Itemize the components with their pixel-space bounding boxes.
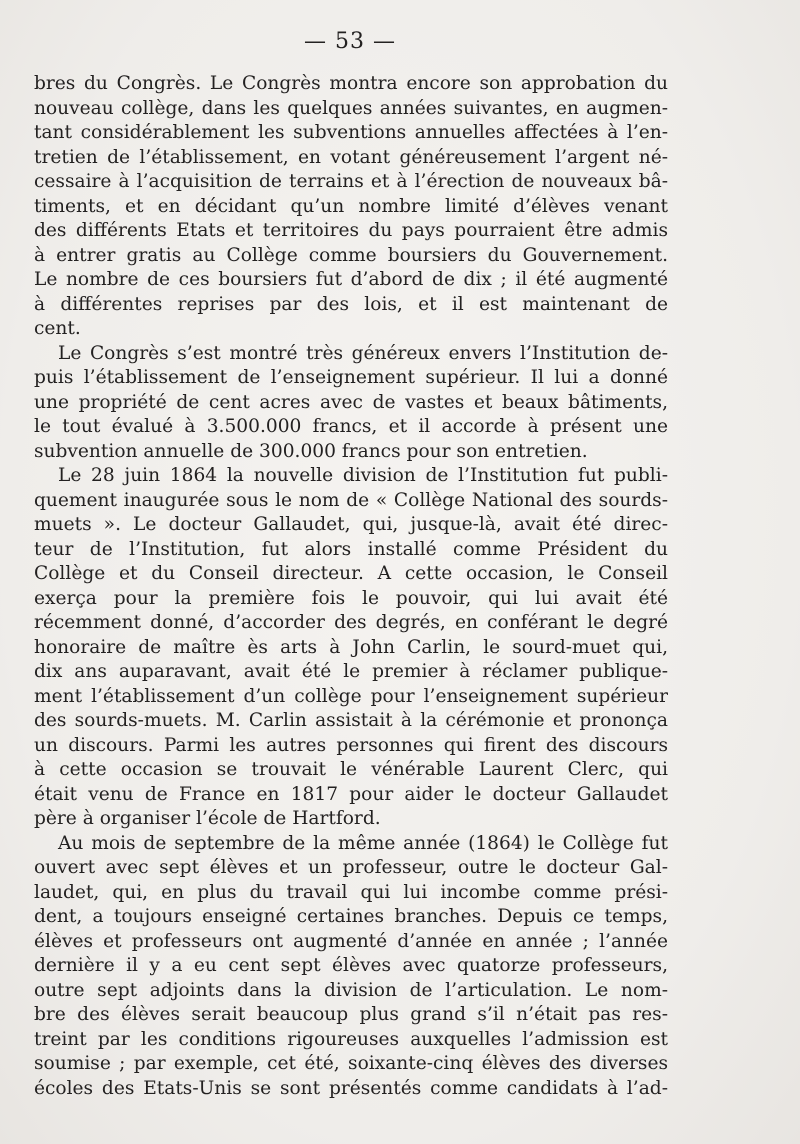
text-line: bres du Congrès. Le Congrès montra encore son approbation du — [34, 73, 668, 94]
text-line: récemment donné, d’accorder des degrés, en conférant le degré — [34, 612, 668, 633]
text-line: à entrer gratis au Collège comme boursiers du Gouvernement. — [34, 244, 668, 266]
text-line: écoles des Etats-Unis se sont présentés comme candidats à l’ad- — [34, 1077, 668, 1099]
text-line: outre sept adjoints dans la division de l’articulation. Le nom- — [34, 979, 668, 1001]
text-line: des différents Etats et territoires du pays pourraient être admis — [34, 220, 668, 241]
text-line: dent, a toujours enseigné certaines branches. Depuis ce temps, — [34, 906, 668, 927]
text-line: quement inaugurée sous le nom de « Collège National des sourds- — [34, 489, 668, 511]
text-line: laudet, qui, en plus du travail qui lui incombe comme prési- — [34, 881, 668, 903]
page-number: — 53 — — [304, 29, 396, 54]
text-line: Le Congrès s’est montré très généreux envers l’Institution de- — [58, 342, 668, 364]
text-line: tretien de l’établissement, en votant généreusement l’argent né- — [34, 146, 668, 168]
text-line: tant considérablement les subventions annuelles affectées à l’en- — [34, 122, 668, 143]
text-line: à différentes reprises par des lois, et il est maintenant de — [34, 293, 668, 315]
text-line: à cette occasion se trouvait le vénérable Laurent Clerc, qui — [34, 759, 668, 780]
text-line: nouveau collège, dans les quelques années suivantes, en augmen- — [34, 97, 668, 119]
text-line: une propriété de cent acres avec de vastes et beaux bâtiments, — [34, 391, 668, 413]
text-line: treint par les conditions rigoureuses auxquelles l’admission est — [34, 1028, 668, 1050]
text-line: timents, et en décidant qu’un nombre limité d’élèves venant — [34, 195, 668, 217]
text-line: bre des élèves serait beaucoup plus grand s’il n’était pas res- — [34, 1004, 668, 1025]
text-line: le tout évalué à 3.500.000 francs, et il accorde à présent une — [34, 416, 668, 437]
text-line: ment l’établissement d’un collège pour l’enseignement supérieur — [34, 685, 668, 707]
text-line: père à organiser l’école de Hartford. — [34, 808, 381, 829]
text-line: subvention annuelle de 300.000 francs pour son entretien. — [34, 440, 588, 462]
text-line: Au mois de septembre de la même année (1864) le Collège fut — [58, 832, 668, 854]
text-line: cent. — [34, 318, 81, 339]
text-line: un discours. Parmi les autres personnes qui firent des discours — [34, 734, 668, 756]
text-line: était venu de France en 1817 pour aider le docteur Gallaudet — [34, 783, 668, 805]
text-line: dernière il y a eu cent sept élèves avec quatorze professeurs, — [34, 955, 668, 976]
text-line: dix ans auparavant, avait été le premier à réclamer publique- — [34, 661, 668, 682]
text-line: Collège et du Conseil directeur. A cette occasion, le Conseil — [34, 563, 668, 584]
text-line: teur de l’Institution, fut alors installé comme Président du — [34, 538, 668, 560]
text-line: élèves et professeurs ont augmenté d’année en année ; l’année — [34, 930, 668, 952]
body-text — [34, 72, 668, 1101]
text-line: Le 28 juin 1864 la nouvelle division de l’Institution fut publi- — [58, 465, 668, 486]
text-line: soumise ; par exemple, cet été, soixante-cinq élèves des diverses — [34, 1053, 668, 1074]
text-line: puis l’établissement de l’enseignement supérieur. Il lui a donné — [34, 367, 668, 388]
text-line: honoraire de maître ès arts à John Carlin, le sourd-muet qui, — [34, 636, 668, 658]
text-line: ouvert avec sept élèves et un professeur, outre le docteur Gal- — [34, 857, 668, 878]
text-line: muets ». Le docteur Gallaudet, qui, jusque-là, avait été direc- — [34, 514, 668, 535]
text-line: exerça pour la première fois le pouvoir, qui lui avait été — [34, 587, 668, 609]
text-line: des sourds-muets. M. Carlin assistait à la cérémonie et prononça — [34, 710, 668, 731]
text-line: cessaire à l’acquisition de terrains et à l’érection de nouveaux bâ- — [34, 171, 668, 192]
text-line: Le nombre de ces boursiers fut d’abord de dix ; il été augmenté — [34, 269, 668, 290]
